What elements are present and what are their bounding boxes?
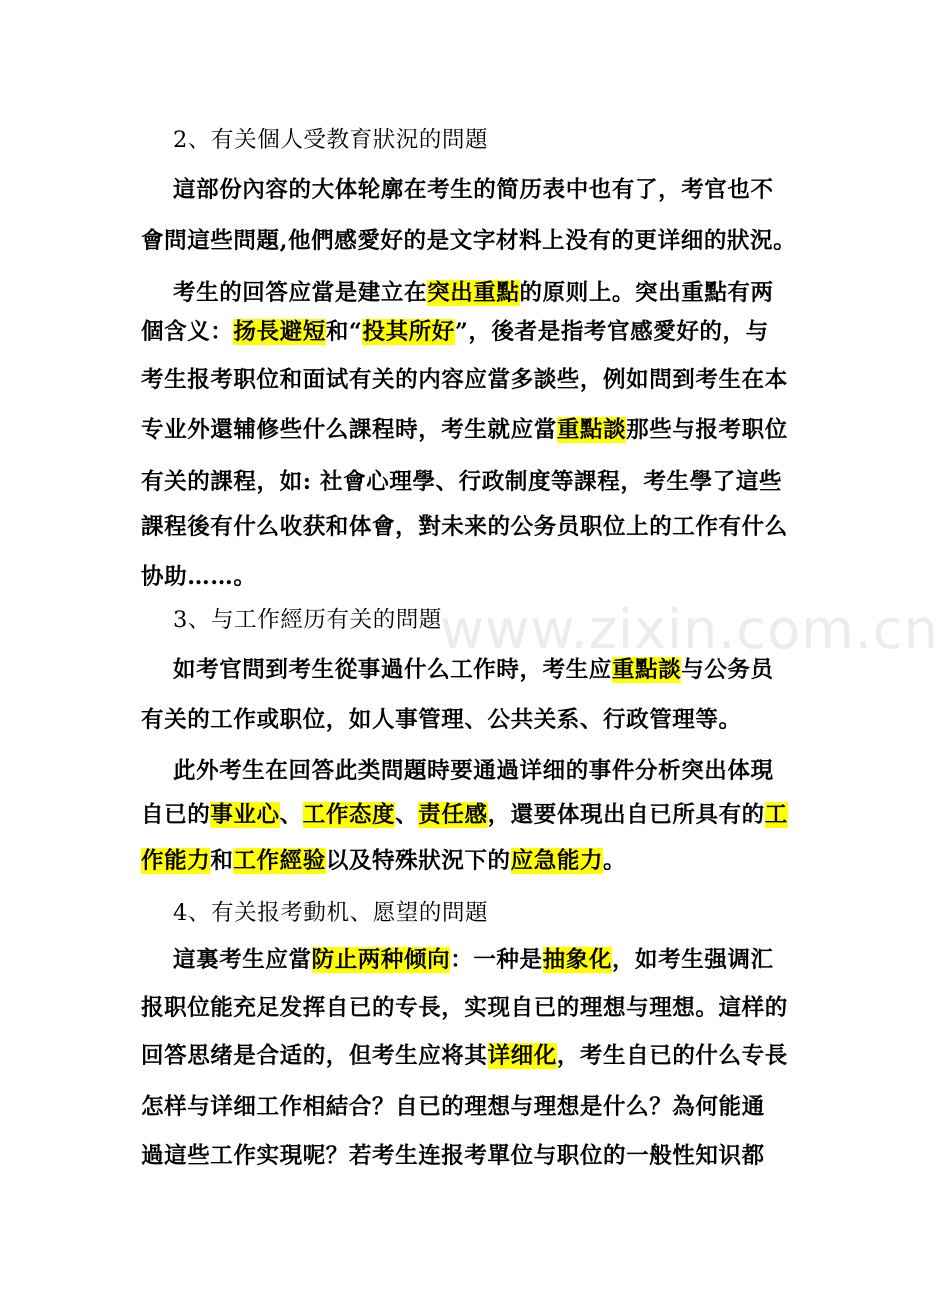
text-segment: ”，後者是指考官感愛好的，与 <box>454 319 769 345</box>
text-segment: 以及特殊狀況下的 <box>325 848 511 874</box>
text-segment: 這裏考生应當 <box>173 947 312 973</box>
text-segment: 此外考生在回答此类問題時要通過详细的事件分析突出体現 <box>173 758 774 784</box>
paragraph-line <box>141 1136 781 1176</box>
highlighted-text: 责任感 <box>418 802 488 828</box>
watermark: www.zixin.com.cn <box>440 598 939 661</box>
text-segment: 有关的工作或职位，如人事管理、公共关系、行政管理等。 <box>141 707 742 733</box>
text-segment: 专业外還辅修些什么課程時，考生就应當 <box>141 417 557 443</box>
paragraph-line <box>173 273 813 313</box>
paragraph-line <box>141 360 788 400</box>
text-segment: 自已的 <box>141 802 211 828</box>
paragraph-line <box>141 1087 781 1127</box>
text-segment: 如考官問到考生從事過什么工作時，考生应 <box>173 657 612 683</box>
paragraph-line <box>141 410 788 450</box>
paragraph-line <box>173 940 813 980</box>
text-segment: 怎样与详细工作相結合？自已的理想与理想是什么？為何能通 <box>141 1094 765 1120</box>
highlighted-text: 作能力 <box>141 848 211 874</box>
text-segment: 、 <box>279 802 303 828</box>
text-segment: 過這些工作实現呢？若考生连报考單位与职位的一般性知识都 <box>141 1143 765 1169</box>
text-segment: 2、有关個人受教育狀況的問題 <box>173 127 489 153</box>
highlighted-text: 事业心 <box>210 802 280 828</box>
paragraph-line <box>141 700 781 740</box>
highlighted-text: 应急能力 <box>510 848 604 874</box>
section-heading <box>173 600 813 640</box>
text-segment: 与公务员 <box>681 657 774 683</box>
text-segment: ，還要体現出自已所具有的 <box>487 802 765 828</box>
highlighted-text: 投其所好 <box>362 319 455 345</box>
text-segment: 和“ <box>325 319 363 345</box>
text-segment: 协助……。 <box>141 564 257 590</box>
text-segment: 4、有关报考動机、愿望的問題 <box>173 900 489 926</box>
highlighted-text: 重點談 <box>556 417 627 443</box>
text-segment: 課程後有什么收获和体會，對未来的公务员职位上的工作有什么 <box>141 514 788 540</box>
text-segment: 有关的課程，如: 社會心理學、行政制度等課程，考生學了這些 <box>141 469 783 495</box>
text-segment: 會問這些問題,他們感愛好的是文字材料上没有的更详细的狀況。 <box>141 228 797 254</box>
highlighted-text: 详细化 <box>487 1043 557 1069</box>
paragraph-line <box>141 841 781 881</box>
paragraph-line <box>141 988 788 1028</box>
text-segment: ：一种是 <box>450 947 543 973</box>
paragraph-line <box>141 221 797 261</box>
text-segment: 個含义： <box>141 319 234 345</box>
section-heading <box>173 893 813 933</box>
highlighted-text: 工作态度 <box>302 802 396 828</box>
text-segment: 、 <box>395 802 419 828</box>
paragraph-line <box>141 557 781 597</box>
highlighted-text: 防止两种倾向 <box>311 947 451 973</box>
text-segment: ，如考生强调汇 <box>611 947 774 973</box>
text-segment: 回答思绪是合适的，但考生应将其 <box>141 1043 488 1069</box>
paragraph-line <box>173 751 813 791</box>
paragraph-line <box>141 312 781 352</box>
text-segment: 。 <box>603 848 627 874</box>
paragraph-line <box>173 650 813 690</box>
text-segment: 這部份內容的大体轮廓在考生的简历表中也有了，考官也不 <box>173 177 774 203</box>
paragraph-line <box>141 1036 788 1076</box>
text-segment: 3、与工作經历有关的問題 <box>173 607 443 633</box>
section-heading <box>173 120 813 160</box>
paragraph-line <box>173 170 813 210</box>
text-segment: 那些与报考职位 <box>626 417 788 443</box>
text-segment: 报职位能充足发挥自已的专長，实现自已的理想与理想。這样的 <box>141 995 788 1021</box>
highlighted-text: 突出重點 <box>427 280 520 306</box>
text-segment: 和 <box>210 848 234 874</box>
highlighted-text: 扬長避短 <box>233 319 326 345</box>
paragraph-line <box>141 795 788 835</box>
highlighted-text: 重點談 <box>611 657 682 683</box>
paragraph-line <box>141 507 788 547</box>
text-segment: 考生报考职位和面试有关的内容应當多談些，例如問到考生在本 <box>141 367 788 393</box>
highlighted-text: 工 <box>764 802 788 828</box>
text-segment: ，考生自已的什么专長 <box>556 1043 788 1069</box>
highlighted-text: 抽象化 <box>542 947 612 973</box>
text-segment: 的原则上。突出重點有两 <box>519 280 774 306</box>
highlighted-text: 工作經验 <box>233 848 326 874</box>
paragraph-line <box>141 462 781 502</box>
text-segment: 考生的回答应當是建立在 <box>173 280 428 306</box>
